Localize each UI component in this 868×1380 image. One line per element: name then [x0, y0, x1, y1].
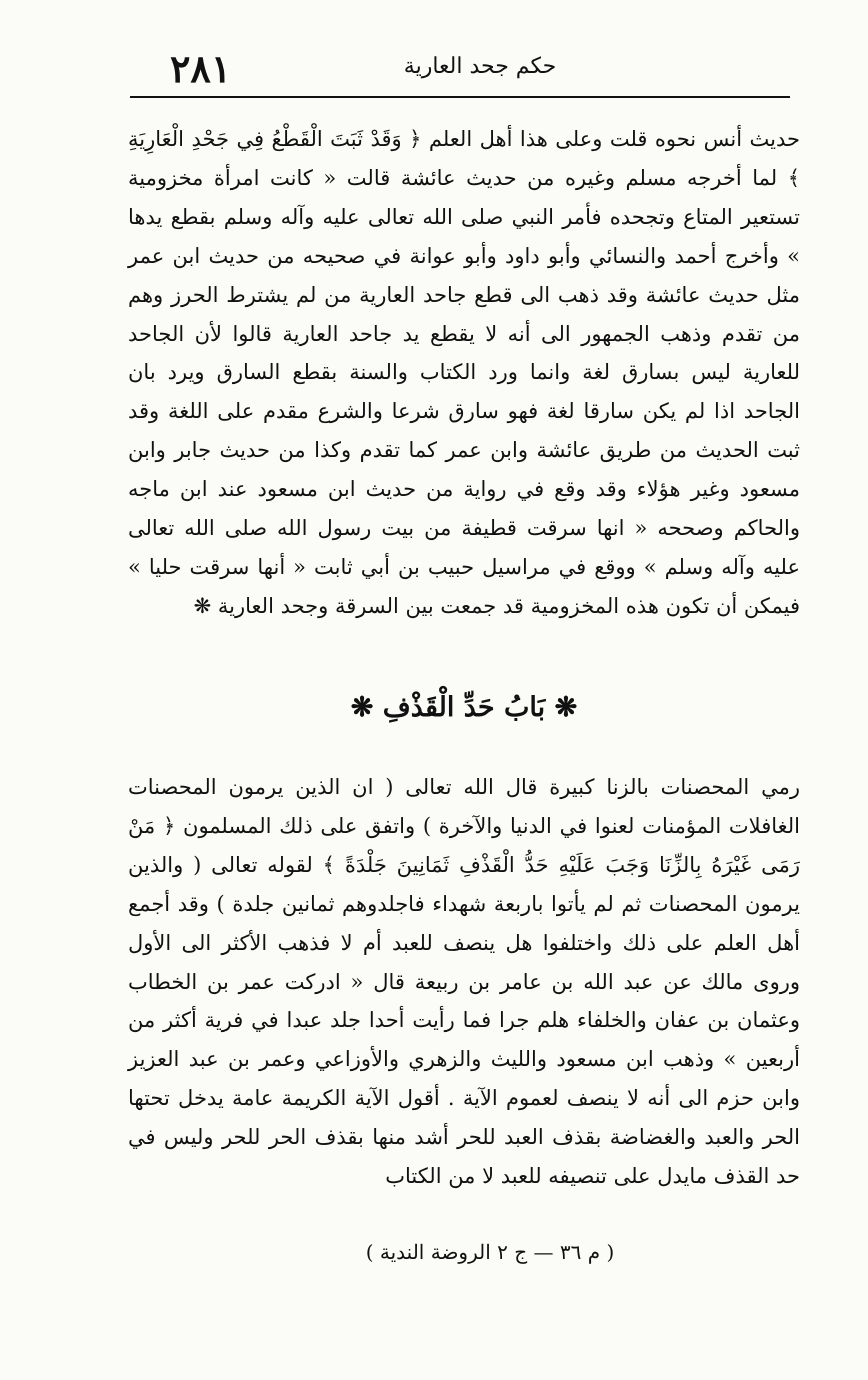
running-title: حكم جحد العارية: [403, 54, 557, 79]
paragraph-theft-of-loans: حديث أنس نحوه قلت وعلى هذا أهل العلم ﴿ وَقَدْ ثَبَتَ الْقَطْعُ فِي جَحْدِ الْعَارِيَةِ ﴾ لما أخرجه مسلم وغيره من حديث عائشة قالت « كانت امرأة مخزومية تستعير المتاع وتجحده فأمر النبي صلى الله تعالى عليه وآله وسلم بقطع يدها » وأخرج أحمد والنسائي وأبو داود وأبو عوانة في صحيحه من حديث ابن عمر مثل حديث عائشة وقد ذهب الى قطع جاحد العارية من لم يشترط الحرز وهم من تقدم وذهب الجمهور الى أنه لا يقطع يد جاحد العارية قالوا لأن الجاحد للعارية ليس بسارق لغة وانما ورد الكتاب والسنة بقطع السارق ويرد بان الجاحد اذا لم يكن سارقا لغة فهو سارق شرعا والشرع مقدم على اللغة وقد ثبت الحديث من طريق عائشة وابن عمر كما تقدم وكذا من حديث جابر وابن مسعود وغير هؤلاء وقد وقع في رواية من حديث ابن مسعود عند ابن ماجه والحاكم وصححه « انها سرقت قطيفة من بيت رسول الله صلى الله تعالى عليه وآله وسلم » ووقع في مراسيل حبيب بن أبي ثابت « أنها سرقت حليا » فيمكن أن تكون هذه المخزومية قد جمعت بين السرقة وجحد العارية ❋: [128, 127, 800, 618]
section-heading-qadhf: ❋ بَابُ حَدِّ الْقَذْفِ ❋: [350, 692, 578, 723]
paragraph-qadhf: رمي المحصنات بالزنا كبيرة قال الله تعالى ( ان الذين يرمون المحصنات الغافلات المؤمنات لعنوا في الدنيا والآخرة ) واتفق على ذلك المسلمون ﴿ مَنْ رَمَى غَيْرَهُ بِالزِّنَا وَجَبَ عَلَيْهِ حَدُّ الْقَذْفِ ثَمَانِينَ جَلْدَةً ﴾ لقوله تعالى ( والذين يرمون المحصنات ثم لم يأتوا باربعة شهداء فاجلدوهم ثمانين جلدة ) وقد أجمع أهل العلم على ذلك واختلفوا هل ينصف للعبد أم لا فذهب الأكثر الى الأول وروى مالك عن عبد الله بن عامر بن ربيعة قال « ادركت عمر بن الخطاب وعثمان بن عفان والخلفاء هلم جرا فما رأيت أحدا جلد عبدا في فرية أكثر من أربعين » وذهب ابن مسعود والليث والزهري والأوزاعي وعمر بن عبد العزيز وابن حزم الى أنه لا ينصف لعموم الآية . أقول الآية الكريمة عامة يدخل تحتها الحر والعبد والغضاضة بقذف العبد للحر أشد منها بقذف الحر للحر وليس في حد القذف مايدل على تنصيفه للعبد لا من الكتاب: [128, 775, 800, 1189]
header-rule: [130, 96, 790, 98]
page-number: ٢٨١: [170, 46, 232, 91]
footer-signature: ( م ٣٦ — ج ٢ الروضة الندية ): [365, 1240, 615, 1264]
page-header: [130, 40, 790, 98]
